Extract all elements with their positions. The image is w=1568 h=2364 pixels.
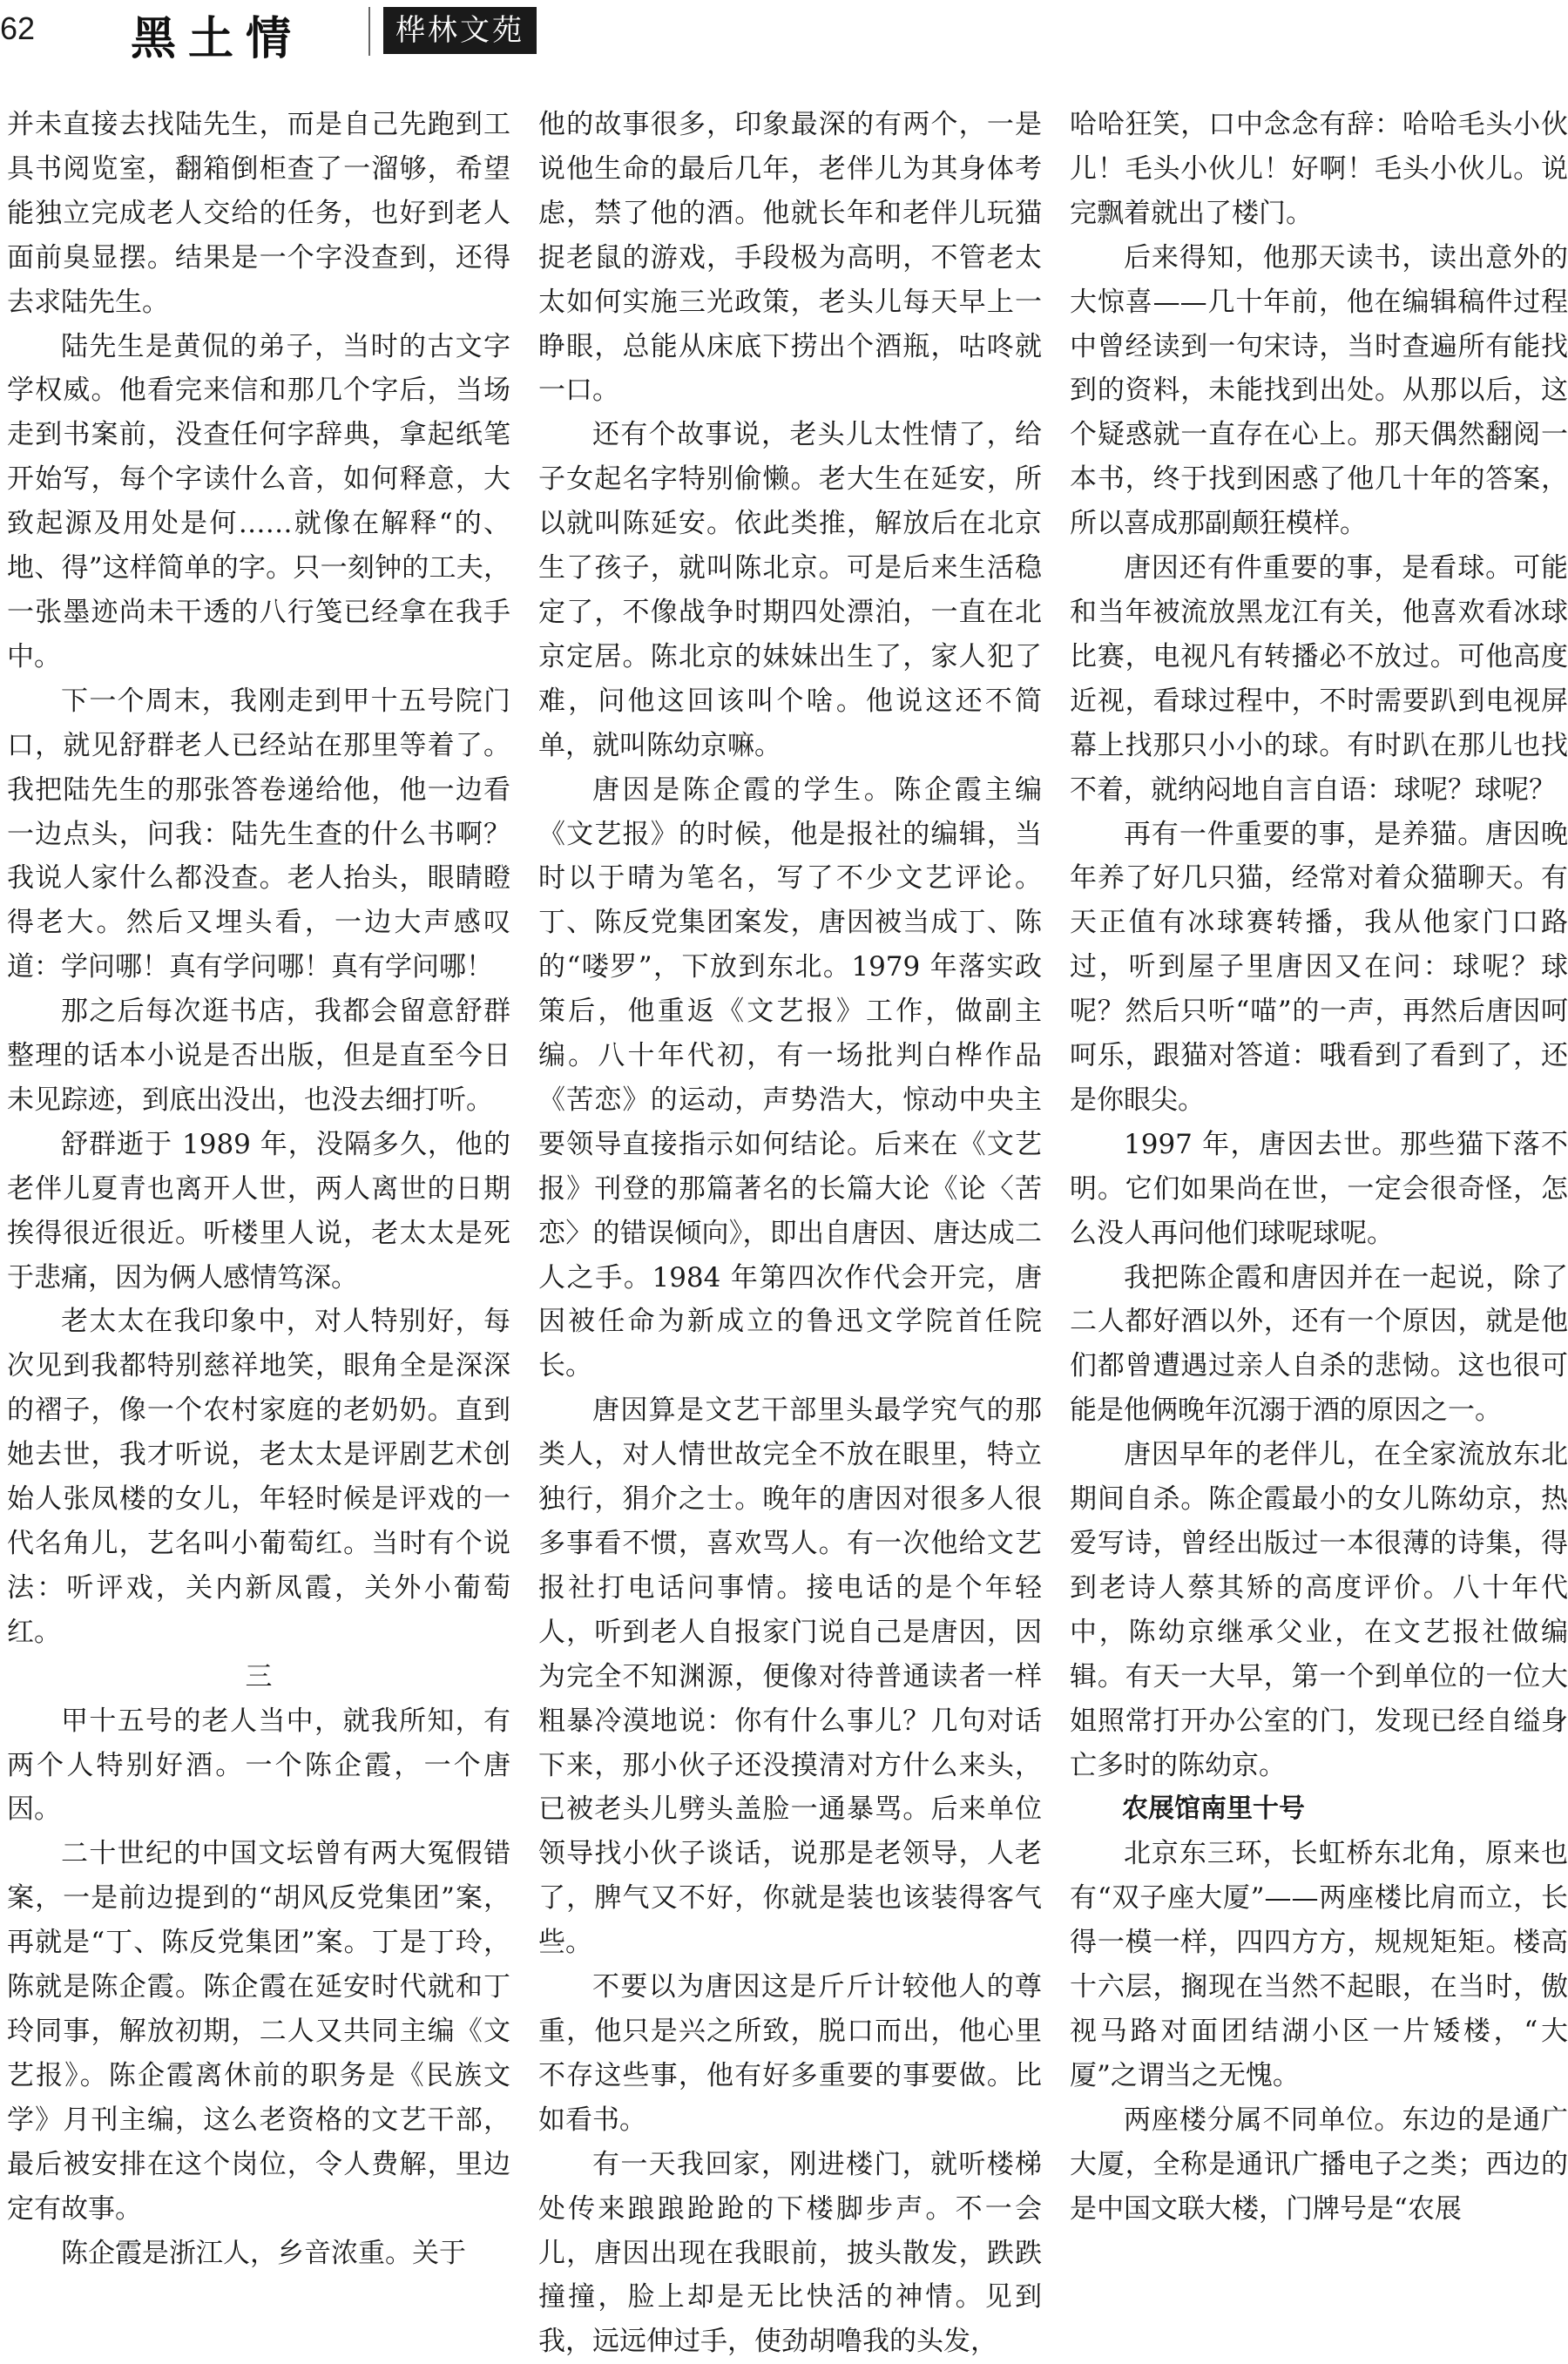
text-column-1 [7, 103, 510, 2275]
paragraph: 我把陈企霞和唐因并在一起说，除了二人都好酒以外，还有一个原因，就是他们都曾遭遇过亲人自杀的悲恸。这也很可能是他俩晚年沉溺于酒的原因之一。 [1070, 1261, 1568, 1427]
paragraph: 并未直接去找陆先生，而是自己先跑到工具书阅览室，翻箱倒柜查了一溜够，希望能独立完成老人交给的任务，也好到老人面前臭显摆。结果是一个字没查到，还得去求陆先生。 [7, 109, 510, 318]
paragraph: 哈哈狂笑，口中念念有辞：哈哈毛头小伙儿！毛头小伙儿！好啊！毛头小伙儿。说完飘着就出了楼门。 [1070, 109, 1568, 229]
paragraph: 唐因是陈企霞的学生。陈企霞主编《文艺报》的时候，他是报社的编辑，当时以于晴为笔名，写了不少文艺评论。丁、陈反党集团案发，唐因被当成丁、陈的“喽罗”，下放到东北。1979 年落实政策后，他重返《文艺报》工作，做副主编。八十年代初，有一场批判白桦作品《苦恋》的运动，声势浩大，惊动中央主要领导直接指示如何结论。后来在《文艺报》刊登的那篇著名的长篇大论《论〈苦恋〉的错误倾向》，即出自唐因、唐达成二人之手。1984 年第四次作代会开完，唐因被任命为新成立的鲁迅文学院首任院长。 [538, 773, 1042, 1382]
text-column-2 [538, 103, 1042, 2364]
text-column-3 [1070, 103, 1568, 2232]
paragraph: 二十世纪的中国文坛曾有两大冤假错案，一是前边提到的“胡风反党集团”案，再就是“丁、陈反党集团”案。丁是丁玲，陈就是陈企霞。陈企霞在延安时代就和丁玲同事，解放初期，二人又共同主编《文艺报》。陈企霞离休前的职务是《民族文学》月刊主编，这么老资格的文艺干部，最后被安排在这个岗位，令人费解，里边定有故事。 [7, 1838, 510, 2225]
paragraph: 两座楼分属不同单位。东边的是通广大厦，全称是通讯广播电子之类；西边的是中国文联大楼，门牌号是“农展 [1070, 2104, 1568, 2225]
masthead-title: 黑土情 [131, 12, 304, 65]
column-name-badge: 桦林文苑 [383, 7, 537, 54]
section-number: 三 [245, 1660, 273, 1692]
paragraph: 还有个故事说，老头儿太性情了，给子女起名字特别偷懒。老大生在延安，所以就叫陈延安。依此类推，解放后在北京生了孩子，就叫陈北京。可是后来生活稳定了，不像战争时期四处漂泊，一直在北京定居。陈北京的妹妹出生了，家人犯了难，问他这回该叫个啥。他说这还不简单，就叫陈幼京嘛。 [538, 419, 1042, 761]
paragraph: 不要以为唐因这是斤斤计较他人的尊重，他只是兴之所致，脱口而出，他心里不存这些事，他有好多重要的事要做。比如看书。 [538, 1971, 1042, 2136]
paragraph: 1997 年，唐因去世。那些猫下落不明。它们如果尚在世，一定会很奇怪，怎么没人再问他们球呢球呢。 [1070, 1128, 1568, 1249]
paragraph: 那之后每次逛书店，我都会留意舒群整理的话本小说是否出版，但是直至今日未见踪迹，到底出没出，也没去细打听。 [7, 996, 510, 1116]
paragraph: 有一天我回家，刚进楼门，就听楼梯处传来踉踉跄跄的下楼脚步声。不一会儿，唐因出现在我眼前，披头散发，跌跌撞撞，脸上却是无比快活的神情。见到我，远远伸过手，使劲胡噜我的头发， [538, 2148, 1042, 2358]
paragraph: 下一个周末，我刚走到甲十五号院门口，就见舒群老人已经站在那里等着了。我把陆先生的那张答卷递给他，他一边看一边点头，问我：陆先生查的什么书啊？我说人家什么都没查。老人抬头，眼睛瞪得老大。然后又埋头看，一边大声感叹道：学问哪！真有学问哪！真有学问哪！ [7, 685, 510, 983]
section-title: 农展馆南里十号 [1122, 1793, 1305, 1825]
paragraph: 北京东三环，长虹桥东北角，原来也有“双子座大厦”——两座楼比肩而立，长得一模一样，四四方方，规规矩矩。楼高十六层，搁现在当然不起眼，在当时，傲视马路对面团结湖小区一片矮楼，“大厦”之谓当之无愧。 [1070, 1838, 1568, 2091]
paragraph: 舒群逝于 1989 年，没隔多久，他的老伴儿夏青也离开人世，两人离世的日期挨得很近很近。听楼里人说，老太太是死于悲痛，因为俩人感情笃深。 [7, 1128, 510, 1293]
paragraph: 陆先生是黄侃的弟子，当时的古文字学权威。他看完来信和那几个字后，当场走到书案前，没查任何字辞典，拿起纸笔开始写，每个字读什么音，如何释意，大致起源及用处是何……就像在解释“的、地、得”这样简单的字。只一刻钟的工夫，一张墨迹尚未干透的八行笺已经拿在我手中。 [7, 330, 510, 672]
paragraph: 再有一件重要的事，是养猫。唐因晚年养了好几只猫，经常对着众猫聊天。有天正值有冰球赛转播，我从他家门口路过，听到屋子里唐因又在问：球呢？球呢？然后只听“喵”的一声，再然后唐因呵呵乐，跟猫对答道：哦看到了看到了，还是你眼尖。 [1070, 818, 1568, 1116]
paragraph: 唐因早年的老伴儿，在全家流放东北期间自杀。陈企霞最小的女儿陈幼京，热爱写诗，曾经出版过一本很薄的诗集，得到老诗人蔡其矫的高度评价。八十年代中，陈幼京继承父业，在文艺报社做编辑。有天一大早，第一个到单位的一位大姐照常打开办公室的门，发现已经自缢身亡多时的陈幼京。 [1070, 1439, 1568, 1781]
paragraph: 唐因还有件重要的事，是看球。可能和当年被流放黑龙江有关，他喜欢看冰球比赛，电视凡有转播必不放过。可他高度近视，看球过程中，不时需要趴到电视屏幕上找那只小小的球。有时趴在那儿也找不着，就纳闷地自言自语：球呢？球呢？ [1070, 552, 1568, 806]
paragraph: 陈企霞是浙江人，乡音浓重。关于 [61, 2237, 466, 2269]
paragraph: 他的故事很多，印象最深的有两个，一是说他生命的最后几年，老伴儿为其身体考虑，禁了他的酒。他就长年和老伴儿玩猫捉老鼠的游戏，手段极为高明，不管老太太如何实施三光政策，老头儿每天早上一睁眼，总能从床底下捞出个酒瓶，咕咚就一口。 [538, 109, 1042, 407]
header-divider [368, 7, 370, 56]
paragraph: 老太太在我印象中，对人特别好，每次见到我都特别慈祥地笑，眼角全是深深的褶子，像一个农村家庭的老奶奶。直到她去世，我才听说，老太太是评剧艺术创始人张凤楼的女儿，年轻时候是评戏的一代名角儿，艺名叫小葡萄红。当时有个说法：听评戏，关内新凤霞，关外小葡萄红。 [7, 1306, 510, 1648]
page-header [0, 0, 1568, 65]
paragraph: 甲十五号的老人当中，就我所知，有两个人特别好酒。一个陈企霞，一个唐因。 [7, 1705, 510, 1826]
paragraph: 唐因算是文艺干部里头最学究气的那类人，对人情世故完全不放在眼里，特立独行，狷介之士。晚年的唐因对很多人很多事看不惯，喜欢骂人。有一次他给文艺报社打电话问事情。接电话的是个年轻人，听到老人自报家门说自己是唐因，因为完全不知渊源，便像对待普通读者一样粗暴冷漠地说：你有什么事儿？几句对话下来，那小伙子还没摸清对方什么来头，已被老头儿劈头盖脸一通暴骂。后来单位领导找小伙子谈话，说那是老领导，人老了，脾气又不好，你就是装也该装得客气些。 [538, 1395, 1042, 1959]
paragraph: 后来得知，他那天读书，读出意外的大惊喜——几十年前，他在编辑稿件过程中曾经读到一句宋诗，当时查遍所有能找到的资料，未能找到出处。从那以后，这个疑惑就一直存在心上。那天偶然翻阅一本书，终于找到困惑了他几十年的答案，所以喜成那副颠狂模样。 [1070, 241, 1568, 540]
page-number: 62 [0, 10, 36, 46]
